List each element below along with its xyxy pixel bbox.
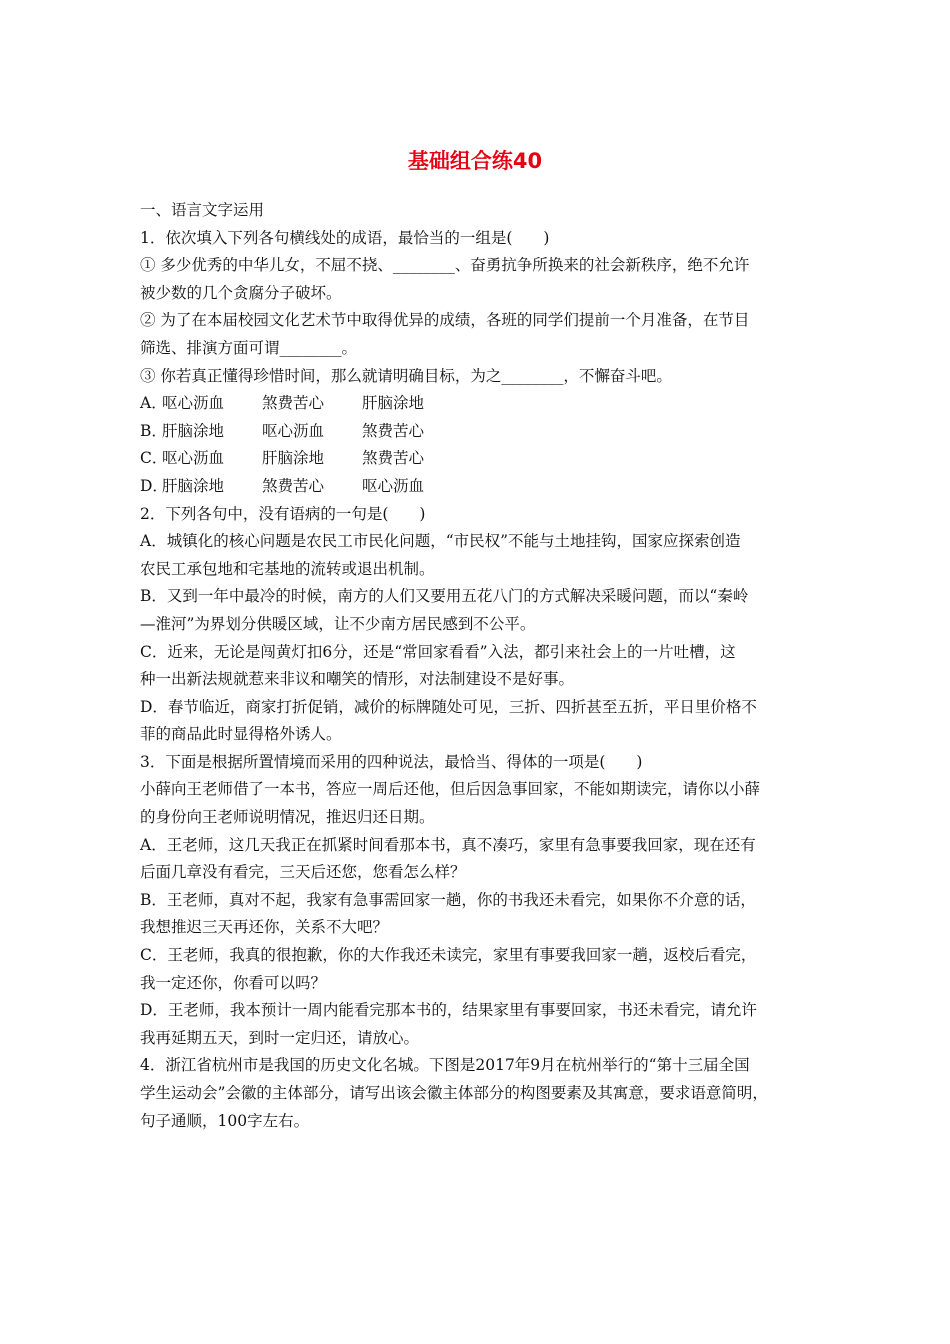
option-choice-2: 煞费苦心 [262,394,325,413]
document-body [140,197,820,1135]
option-choice-3: 呕心沥血 [362,476,425,495]
q3-option-d-line-2: 我再延期五天，到时一定归还，请放心。 [140,1028,420,1047]
q1-sentence-2-line-2: 筛选、排演方面可谓________。 [140,338,358,357]
q3-option-c-line-2: 我一定还你，你看可以吗？ [140,973,327,992]
option-choice-3: 肝脑涂地 [362,394,425,413]
q2-option-c-line-2: 种一出新法规就惹来非议和嘲笑的情形，对法制建设不是好事。 [140,670,575,689]
option-label: B． [140,421,167,440]
section-heading: 一、语言文字运用 [140,201,265,219]
q4-line-3: 句子通顺，100字左右。 [140,1111,310,1130]
option-choice-3: 煞费苦心 [362,449,425,468]
q2-option-d-line-1: D．春节临近，商家打折促销，减价的标牌随处可见，三折、四折甚至五折，平日里价格不 [140,697,757,716]
option-choice-1: 肝脑涂地 [162,476,225,495]
q1-option-a [140,390,820,418]
option-label: D． [140,476,168,495]
q3-context-line-2: 的身份向王老师说明情况，推迟归还日期。 [140,808,435,827]
option-choice-2: 肝脑涂地 [262,449,325,468]
q1-stem: 1．依次填入下列各句横线处的成语，最恰当的一组是( ) [140,228,550,247]
q3-option-b-line-2: 我想推迟三天再还你，关系不大吧？ [140,918,389,937]
option-label: A． [140,394,167,413]
q2-option-b-line-1: B．又到一年中最冷的时候，南方的人们又要用五花八门的方式解决采暖问题，而以“秦岭 [140,587,749,606]
q2-option-a-line-1: A．城镇化的核心问题是农民工市民化问题，“市民权”不能与土地挂钩，国家应探索创造 [140,532,741,551]
q2-option-c-line-1: C．近来，无论是闯黄灯扣6分，还是“常回家看看”入法，都引来社会上的一片吐槽，这 [140,642,736,661]
q1-sentence-3: ③ 你若真正懂得珍惜时间，那么就请明确目标，为之________，不懈奋斗吧。 [140,366,672,385]
q1-sentence-2-line-1: ② 为了在本届校园文化艺术节中取得优异的成绩，各班的同学们提前一个月准备，在节目 [140,311,750,330]
q4-line-2: 学生运动会”会徽的主体部分，请写出该会徽主体部分的构图要素及其寓意，要求语意简明， [140,1084,768,1102]
q3-option-c-line-1: C．王老师，我真的很抱歉，你的大作我还未读完，家里有事要我回家一趟，返校后看完， [140,946,757,965]
q2-option-a-line-2: 农民工承包地和宅基地的流转或退出机制。 [140,559,435,578]
q3-option-a-line-2: 后面几章没有看完，三天后还您，您看怎么样？ [140,863,466,882]
q1-sentence-1-line-1: ① 多少优秀的中华儿女，不屈不挠、________、奋勇抗争所换来的社会新秩序，绝不允许 [140,256,750,275]
q3-option-d-line-1: D．王老师，我本预计一周内能看完那本书的，结果家里有事要回家，书还未看完，请允许 [140,1001,757,1020]
q2-option-b-line-2: —淮河”为界划分供暖区域，让不少南方居民感到不公平。 [140,614,536,633]
q1-sentence-1-line-2: 被少数的几个贪腐分子破坏。 [140,283,342,302]
q4-line-1: 4．浙江省杭州市是我国的历史文化名城。下图是2017年9月在杭州举行的“第十三届全国 [140,1056,750,1075]
option-label: C． [140,449,168,468]
q1-option-b [140,418,820,446]
option-choice-1: 肝脑涂地 [162,421,225,440]
page-title: 基础组合练40 [407,149,543,173]
q3-option-b-line-1: B．王老师，真对不起，我家有急事需回家一趟，你的书我还未看完，如果你不介意的话， [140,890,756,909]
q3-option-a-line-1: A．王老师，这几天我正在抓紧时间看那本书，真不凑巧，家里有急事要我回家，现在还有 [140,835,756,854]
q3-context-line-1: 小薛向王老师借了一本书，答应一周后还他，但后因急事回家，不能如期读完，请你以小薛 [140,780,761,799]
q2-stem: 2．下列各句中，没有语病的一句是( ) [140,504,426,523]
q2-option-d-line-2: 菲的商品此时显得格外诱人。 [140,725,342,744]
option-choice-2: 煞费苦心 [262,476,325,495]
q3-stem: 3．下面是根据所置情境而采用的四种说法，最恰当、得体的一项是( ) [140,752,643,771]
option-choice-2: 呕心沥血 [262,421,325,440]
option-choice-1: 呕心沥血 [162,394,225,413]
option-choice-1: 呕心沥血 [162,449,225,468]
option-choice-3: 煞费苦心 [362,421,425,440]
q1-option-d [140,473,820,501]
q1-option-c [140,445,820,473]
